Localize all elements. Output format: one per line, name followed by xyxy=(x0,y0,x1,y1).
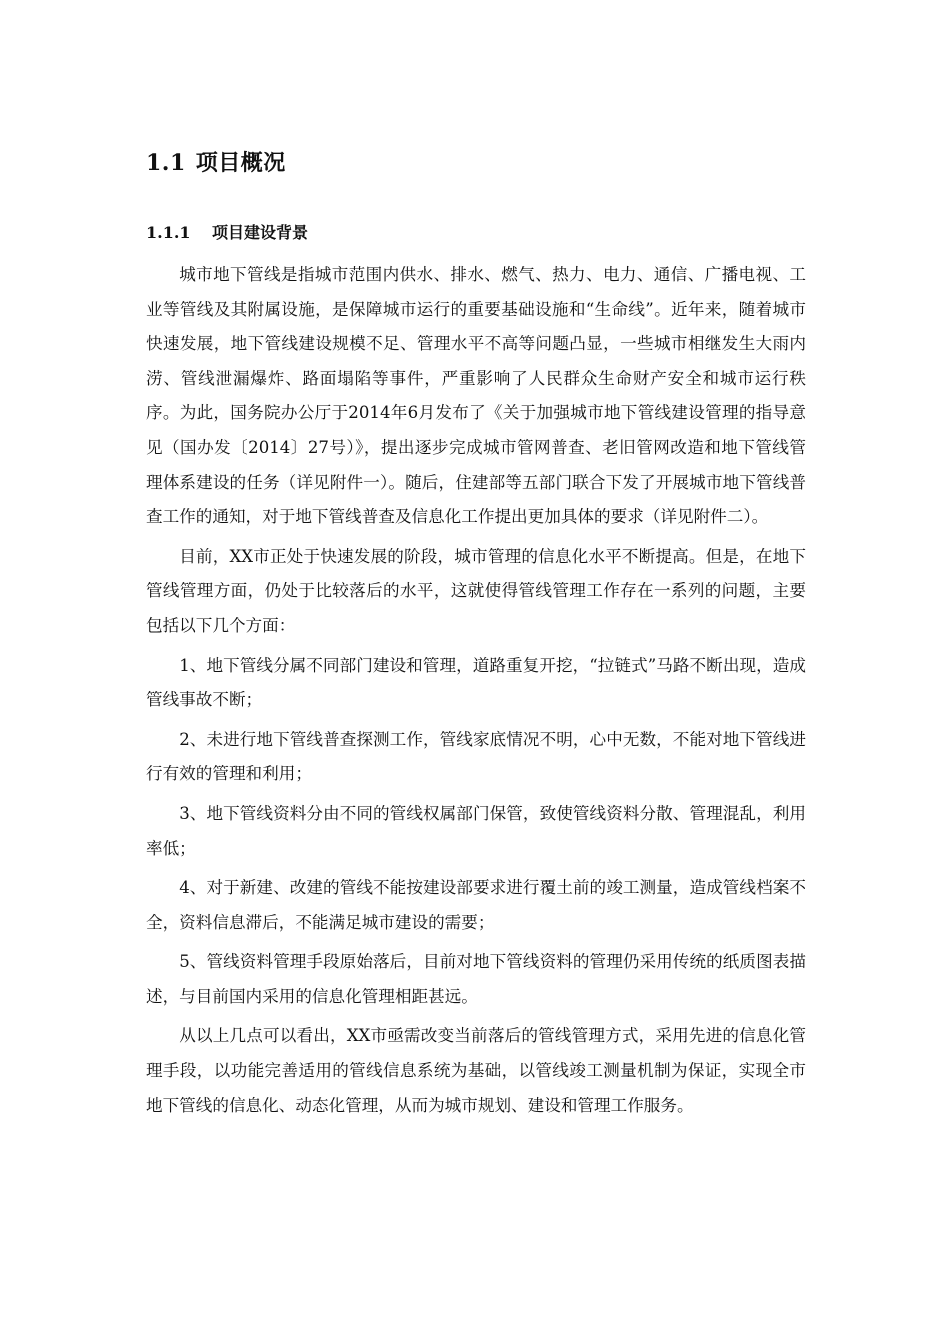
section-number: 1.1 xyxy=(146,150,186,176)
subsection-heading xyxy=(146,220,308,243)
list-item-problem-4: 4、对于新建、改建的管线不能按建设部要求进行覆土前的竣工测量，造成管线档案不全，资料信息滞后，不能满足城市建设的需要； xyxy=(146,878,806,932)
list-item-problem-3: 3、地下管线资料分由不同的管线权属部门保管，致使管线资料分散、管理混乱，利用率低； xyxy=(146,803,806,858)
list-item-problem-1: 1、地下管线分属不同部门建设和管理，道路重复开挖，“拉链式”马路不断出现，造成管线事故不断； xyxy=(146,655,806,710)
list-item-problem-2: 2、未进行地下管线普查探测工作，管线家底情况不明，心中无数，不能对地下管线进行有效的管理和利用； xyxy=(146,729,806,784)
paragraph-conclusion: 从以上几点可以看出，XX市亟需改变当前落后的管线管理方式，采用先进的信息化管理手段，以功能完善适用的管线信息系统为基础，以管线竣工测量机制为保证，实现全市地下管线的信息化、动态化管理，从而为城市规划、建设和管理工作服务。 xyxy=(146,1026,806,1115)
section-title: 项目概况 xyxy=(195,150,286,176)
paragraph-current-status: 目前，XX市正处于快速发展的阶段，城市管理的信息化水平不断提高。但是，在地下管线管理方面，仍处于比较落后的水平，这就使得管线管理工作存在一系列的问题，主要包括以下几个方面： xyxy=(146,546,806,635)
paragraph-background: 城市地下管线是指城市范围内供水、排水、燃气、热力、电力、通信、广播电视、工业等管线及其附属设施，是保障城市运行的重要基础设施和“生命线”。近年来，随着城市快速发展，地下管线建设规模不足、管理水平不高等问题凸显，一些城市相继发生大雨内涝、管线泄漏爆炸、路面塌陷等事件，严重影响了人民群众生命财产安全和城市运行秩序。为此，国务院办公厅于2014年6月发布了《关于加强城市地下管线建设管理的指导意见（国办发〔2014〕27号）》，提出逐步完成城市管网普查、老旧管网改造和地下管线管理体系建设的任务（详见附件一）。随后，住建部等五部门联合下发了开展城市地下管线普查工作的通知，对于地下管线普查及信息化工作提出更加具体的要求（详见附件二）。 xyxy=(146,265,806,527)
section-heading xyxy=(146,146,286,177)
list-item-problem-5: 5、管线资料管理手段原始落后，目前对地下管线资料的管理仍采用传统的纸质图表描述，与目前国内采用的信息化管理相距甚远。 xyxy=(146,952,806,1006)
body-text xyxy=(146,258,806,1128)
subsection-number: 1.1.1 xyxy=(146,223,191,242)
subsection-title: 项目建设背景 xyxy=(212,223,309,242)
